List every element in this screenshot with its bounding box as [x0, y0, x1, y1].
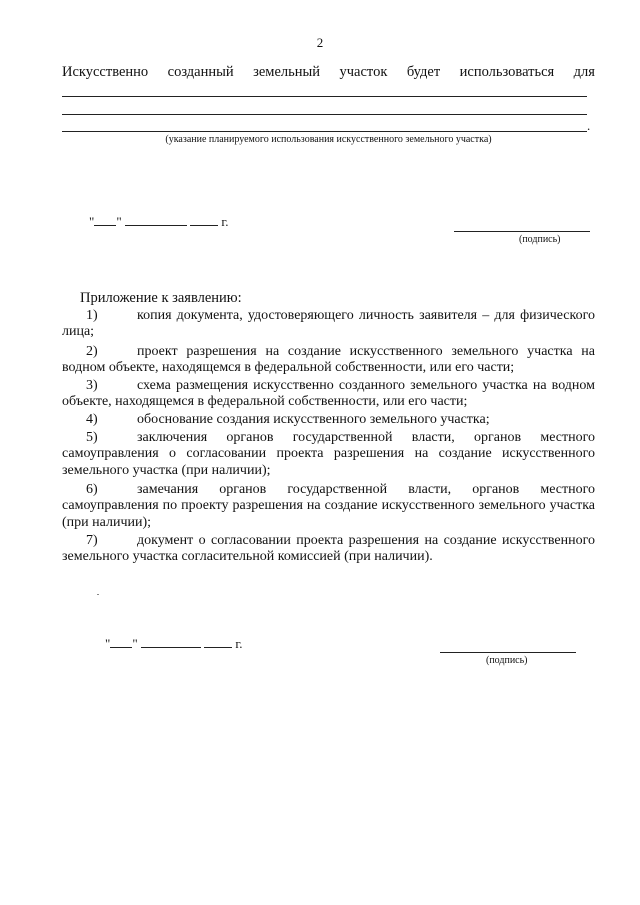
date-field-2: " " г. [105, 636, 243, 651]
item-number: 7) [86, 533, 98, 548]
item-number: 6) [86, 482, 98, 497]
item-text: замечания органов государственной власти, органов местного самоуправления по проекту разрешения на создание искусственного земельного участка (при наличии); [62, 482, 595, 530]
attachment-item [62, 308, 595, 341]
usage-caption: (указание планируемого использования искусственного земельного участка) [165, 134, 492, 145]
year-suffix: г. [221, 214, 229, 229]
item-number: 2) [86, 344, 98, 359]
item-text: копия документа, удостоверяющего личность заявителя – для физического лица; [62, 308, 595, 340]
intro-word: участок [339, 64, 388, 80]
fill-in-line-3 [62, 131, 587, 132]
attachment-item [62, 378, 595, 411]
scan-mark [97, 594, 99, 595]
attachment-item [62, 482, 595, 531]
signature-caption-2: (подпись) [486, 655, 528, 666]
item-text: схема размещения искусственно созданного земельного участка на водном объекте, находящемся в федеральной собственности, или его части; [62, 378, 595, 410]
signature-line-2 [440, 652, 576, 653]
attachment-item [62, 344, 595, 377]
page-number: 2 [316, 35, 324, 50]
item-text: обоснование создания искусственного земельного участка; [137, 412, 490, 427]
item-number: 3) [86, 378, 98, 393]
date-field-1: " " г. [89, 214, 229, 229]
intro-word: использоваться [459, 64, 555, 80]
item-number: 5) [86, 430, 98, 445]
attachment-title: Приложение к заявлению: [80, 290, 242, 306]
intro-word: созданный [167, 64, 234, 80]
attachment-item [62, 533, 595, 566]
signature-caption-1: (подпись) [519, 234, 561, 245]
intro-word: Искусственно [62, 64, 149, 80]
line-end-mark: . [587, 118, 591, 133]
item-text: проект разрешения на создание искусственного земельного участка на водном объекте, находящемся в федеральной собственности, или его части; [62, 344, 595, 376]
attachment-item [62, 412, 595, 428]
fill-in-line-2 [62, 114, 587, 115]
item-text: заключения органов государственной власти, органов местного самоуправления о согласовании проекта разрешения на создание искусственного земельного участка (при наличии); [62, 430, 595, 478]
item-number: 1) [86, 308, 98, 323]
attachment-item [62, 430, 595, 479]
intro-word: земельный [253, 64, 321, 80]
fill-in-line-1 [62, 96, 587, 97]
item-text: документ о согласовании проекта разрешения на создание искусственного земельного участка согласительной комиссией (при наличии). [62, 533, 595, 565]
signature-line-1 [454, 231, 590, 232]
item-number: 4) [86, 412, 98, 427]
year-suffix: г. [235, 636, 243, 651]
intro-line [62, 64, 595, 81]
intro-word: будет [406, 64, 441, 80]
intro-word: для [573, 64, 595, 80]
